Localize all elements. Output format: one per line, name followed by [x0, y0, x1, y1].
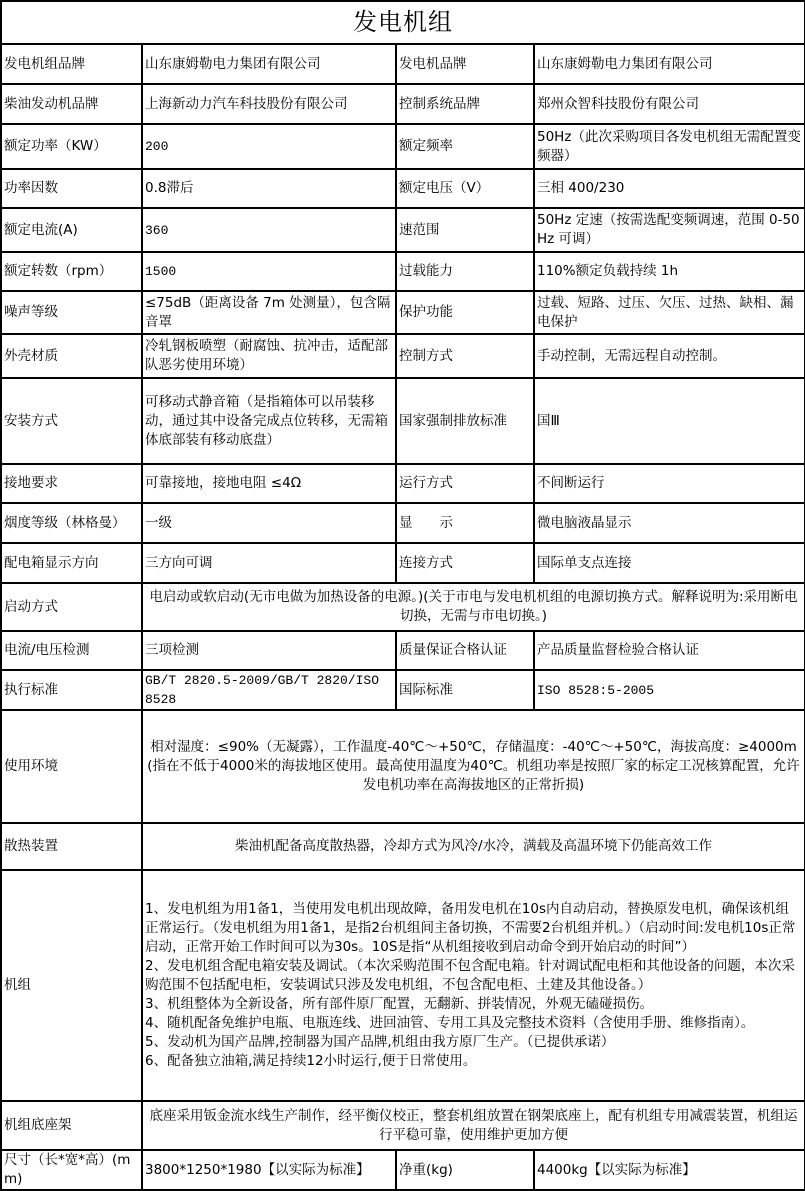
- row-value: 柴油机配备高度散热器，冷却方式为风冷/水冷，满载及高温环境下仍能高效工作: [142, 823, 805, 870]
- row-value: 手动控制，无需远程自动控制。: [534, 334, 805, 378]
- row-label: 功率因数: [1, 169, 142, 208]
- row-label: 外壳材质: [1, 334, 142, 378]
- row-label: 执行标准: [1, 670, 142, 710]
- row-value: 过载、短路、过压、欠压、过热、缺相、漏电保护: [534, 291, 805, 334]
- row-value: GB/T 2820.5-2009/GB/T 2820/ISO 8528: [142, 670, 396, 710]
- base-row: [1, 1101, 805, 1150]
- row-label: 额定频率: [396, 124, 534, 169]
- row-value: 360: [142, 208, 396, 252]
- list-item: 4、随机配备免维护电瓶、电瓶连线、进回油管、专用工具及完整技术资料（含使用手册、维修指南）。: [145, 1015, 755, 1031]
- row-value: ≤75dB（距离设备 7m 处测量），包含隔音罩: [142, 291, 396, 334]
- row-label: 噪声等级: [1, 291, 142, 334]
- row-value: 国际单支点连接: [534, 543, 805, 583]
- dimensions-row: [1, 1150, 805, 1190]
- table-title: 发电机组: [1, 1, 805, 44]
- table-row: [1, 252, 805, 291]
- table-row: [1, 84, 805, 124]
- table-row: [1, 169, 805, 208]
- row-label: 连接方式: [396, 543, 534, 583]
- row-label: 额定电流(A): [1, 208, 142, 252]
- row-label: 显 示: [396, 503, 534, 543]
- row-value: 50Hz（此次采购项目各发电机组无需配置变频器）: [534, 124, 805, 169]
- row-label: 启动方式: [1, 583, 142, 631]
- row-label: 尺寸（长*宽*高）(mm): [1, 1150, 142, 1190]
- row-value: 200: [142, 124, 396, 169]
- row-label: 质量保证合格认证: [396, 631, 534, 670]
- startup-row: [1, 583, 805, 631]
- row-label: 配电箱显示方向: [1, 543, 142, 583]
- list-item: 1、发电机组为用1备1，当使用发电机出现故障，备用发电机在10s内自动启动，替换原发电机，确保该机组正常运行。（发电机组为用1备1，是指2台机组间主备切换，不需要2台机组并机。）（启动时间:发电机10s正常启动，正常开始工作时间可以为30s。10S是指“从机组接收到启动命令到开始启动的时间”）: [145, 901, 796, 955]
- row-label: 使用环境: [1, 710, 142, 823]
- row-label: 控制系统品牌: [396, 84, 534, 124]
- row-label: 散热装置: [1, 823, 142, 870]
- row-value: 可靠接地，接地电阻 ≤4Ω: [142, 464, 396, 503]
- row-value: 1500: [142, 252, 396, 291]
- row-label: 保护功能: [396, 291, 534, 334]
- row-value: 4400kg【以实际为标准】: [534, 1150, 805, 1190]
- row-label: 烟度等级（林格曼）: [1, 503, 142, 543]
- row-label: 安装方式: [1, 378, 142, 464]
- row-value: 三相 400/230: [534, 169, 805, 208]
- row-label: 国际标准: [396, 670, 534, 710]
- table-row: [1, 208, 805, 252]
- row-value: 郑州众智科技股份有限公司: [534, 84, 805, 124]
- row-value: 相对湿度：≤90%（无凝露），工作温度-40℃～+50℃，存储温度：-40℃～+50℃，海拔高度：≥4000m(指在不低于4000米的海拔地区使用。最高使用温度为40℃。机组功率是按照厂家的标定工况核算配置，允许发电机功率在高海拔地区的正常折损): [142, 710, 805, 823]
- row-value: 底座采用钣金流水线生产制作，经平衡仪校正，整套机组放置在钢架底座上，配有机组专用减震装置，机组运行平稳可靠，使用维护更加方便: [142, 1101, 805, 1150]
- row-value: 可移动式静音箱（是指箱体可以吊装移动，通过其中设备完成点位转移，无需箱体底部装有移动底盘）: [142, 378, 396, 464]
- row-value: 冷轧钢板喷塑（耐腐蚀、抗冲击，适配部队恶劣使用环境）: [142, 334, 396, 378]
- table-row: [1, 378, 805, 464]
- table-row: [1, 291, 805, 334]
- standard-row: [1, 670, 805, 710]
- table-row: [1, 334, 805, 378]
- row-value: 三方向可调: [142, 543, 396, 583]
- row-label: 运行方式: [396, 464, 534, 503]
- row-label: 机组: [1, 870, 142, 1101]
- row-value: 电启动或软启动(无市电做为加热设备的电源。)(关于市电与发电机机组的电源切换方式。解释说明为:采用断电切换，无需与市电切换。): [142, 583, 805, 631]
- list-item: 3、机组整体为全新设备，所有部件原厂配置，无翻新、拼装情况，外观无磕碰损伤。: [145, 996, 654, 1012]
- row-value: 山东康姆勒电力集团有限公司: [534, 44, 805, 84]
- row-label: 柴油发动机品牌: [1, 84, 142, 124]
- list-item: 6、配备独立油箱,满足持续12小时运行,便于日常使用。: [145, 1053, 477, 1069]
- row-label: 额定电压（V）: [396, 169, 534, 208]
- row-value: 微电脑液晶显示: [534, 503, 805, 543]
- table-row: [1, 464, 805, 503]
- row-value: 50Hz 定速（按需选配变频调速，范围 0-50Hz 可调）: [534, 208, 805, 252]
- row-value: 110%额定负载持续 1h: [534, 252, 805, 291]
- unit-items: [142, 870, 805, 1101]
- row-value: 0.8滞后: [142, 169, 396, 208]
- row-value: 产品质量监督检验合格认证: [534, 631, 805, 670]
- detection-row: [1, 631, 805, 670]
- row-value: 三项检测: [142, 631, 396, 670]
- row-value: 国Ⅲ: [534, 378, 805, 464]
- row-value: 一级: [142, 503, 396, 543]
- row-label: 过载能力: [396, 252, 534, 291]
- row-label: 发电机组品牌: [1, 44, 142, 84]
- row-label: 额定功率（KW）: [1, 124, 142, 169]
- unit-row: [1, 870, 805, 1101]
- row-label: 机组底座架: [1, 1101, 142, 1150]
- row-value: 3800*1250*1980【以实际为标准】: [142, 1150, 396, 1190]
- table-row: [1, 124, 805, 169]
- environment-row: [1, 710, 805, 823]
- row-label: 额定转数（rpm）: [1, 252, 142, 291]
- row-value: 上海新动力汽车科技股份有限公司: [142, 84, 396, 124]
- row-label: 速范围: [396, 208, 534, 252]
- row-label: 电流/电压检测: [1, 631, 142, 670]
- table-row: [1, 503, 805, 543]
- row-label: 国家强制排放标准: [396, 378, 534, 464]
- cooling-row: [1, 823, 805, 870]
- row-label: 接地要求: [1, 464, 142, 503]
- row-label: 控制方式: [396, 334, 534, 378]
- table-row: [1, 543, 805, 583]
- row-value: 不间断运行: [534, 464, 805, 503]
- table-row: [1, 44, 805, 84]
- row-label: 净重(kg): [396, 1150, 534, 1190]
- list-item: 5、发动机为国产品牌,控制器为国产品牌,机组由我方原厂生产。（已提供承诺）: [145, 1034, 615, 1050]
- list-item: 2、发电机组含配电箱安装及调试。（本次采购范围不包含配电箱。针对调试配电柜和其他设备的问题，本次采购范围不包括配电柜，安装调试只涉及发电机组，不包含配电柜、土建及其他设备。）: [145, 958, 795, 993]
- row-value: ISO 8528:5-2005: [534, 670, 805, 710]
- row-value: 山东康姆勒电力集团有限公司: [142, 44, 396, 84]
- title-row: [1, 1, 805, 44]
- row-label: 发电机品牌: [396, 44, 534, 84]
